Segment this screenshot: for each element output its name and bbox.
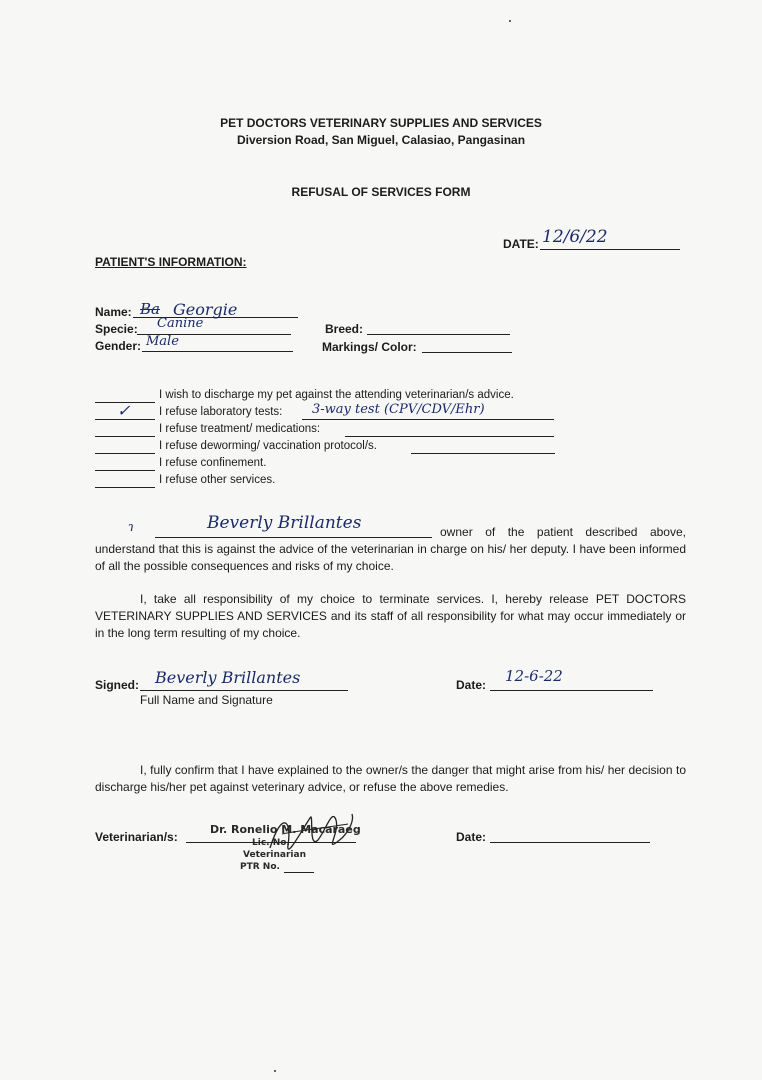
patient-section-title: PATIENT'S INFORMATION: <box>95 255 247 269</box>
refusal-text-5: I refuse confinement. <box>159 457 267 469</box>
markings-label: Markings/ Color: <box>322 340 417 354</box>
signed-label: Signed: <box>95 678 139 692</box>
signed-date-line <box>490 690 653 691</box>
refusal-text-6: I refuse other services. <box>159 474 276 486</box>
vet-stamp-name: Dr. Ronelio M. Macaraeg <box>210 823 361 836</box>
name-label: Name: <box>95 305 132 319</box>
org-address: Diversion Road, San Miguel, Calasiao, Pangasinan <box>236 133 526 147</box>
specie-value: Canine <box>157 316 204 331</box>
vet-date-label: Date: <box>456 830 487 844</box>
scan-speck <box>274 1070 276 1072</box>
signed-date-label: Date: <box>456 678 487 692</box>
vet-ptr-line <box>284 872 314 873</box>
refusal-blank-5[interactable] <box>95 470 155 471</box>
gender-label: Gender: <box>95 339 142 353</box>
vet-stamp-lic: Lic. No. <box>252 838 290 848</box>
refusal-text-4: I refuse deworming/ vaccination protocol/s. <box>159 440 377 452</box>
owner-statement-text: understand that this is against the advice of the veterinarian in charge on his/ her deputy. I have been informed of all the possible consequences and risks of my choice. <box>95 542 686 573</box>
owner-name-line <box>155 537 432 538</box>
owner-initial-mark: ɿ <box>128 520 134 535</box>
markings-line <box>422 352 512 353</box>
owner-name-value: Beverly Brillantes <box>207 513 362 533</box>
gender-value: Male <box>146 334 179 349</box>
vet-label: Veterinarian/s: <box>95 830 178 844</box>
signed-line <box>140 690 348 691</box>
form-title: REFUSAL OF SERVICES FORM <box>291 185 471 199</box>
vet-date-line <box>490 842 650 843</box>
owner-statement-line1: owner of the patient described above, <box>440 525 686 539</box>
vet-confirmation: I, fully confirm that I have explained to the owner/s the danger that might arise from his/ her decision to discharge his/her pet against veterinary advice, or refuse the above remedies. <box>95 763 686 794</box>
refusal-blank-6[interactable] <box>95 487 155 488</box>
vet-signature <box>262 800 362 870</box>
refusal-blank-4[interactable] <box>95 453 155 454</box>
vet-stamp-ptr: PTR No. <box>240 862 280 872</box>
refusal-detail-line-3 <box>345 436 554 437</box>
name-value: Georgie <box>173 300 238 319</box>
refusal-text-2: I refuse laboratory tests: <box>159 406 283 418</box>
date-label: DATE: <box>503 237 539 251</box>
specie-label: Specie: <box>95 322 138 336</box>
refusal-text-1: I wish to discharge my pet against the attending veterinarian/s advice. <box>159 389 514 401</box>
release-statement: I, take all responsibility of my choice to terminate services. I, hereby release PET DOCTORS VETERINARY SUPPLIES AND SERVICES and its staff of all responsibility for what may occur immediately or in the long term resulting of my choice. <box>95 592 686 640</box>
scan-speck <box>509 20 511 22</box>
signed-date-value: 12-6-22 <box>505 667 563 685</box>
gender-line <box>142 351 293 352</box>
refusal-detail-2: 3-way test (CPV/CDV/Ehr) <box>312 402 485 417</box>
date-line <box>540 249 680 250</box>
org-name: PET DOCTORS VETERINARY SUPPLIES AND SERVICES <box>220 116 542 130</box>
refusal-mark-2: ✓ <box>117 401 131 420</box>
breed-label: Breed: <box>325 322 364 336</box>
vet-stamp-role: Veterinarian <box>243 850 306 860</box>
refusal-detail-line-4 <box>411 453 555 454</box>
name-struck: Ba <box>140 300 160 318</box>
refusal-text-3: I refuse treatment/ medications: <box>159 423 321 435</box>
refusal-blank-3[interactable] <box>95 436 155 437</box>
breed-line <box>367 334 510 335</box>
signature-caption: Full Name and Signature <box>140 693 273 707</box>
refusal-detail-line-2 <box>302 419 554 420</box>
date-value: 12/6/22 <box>542 227 608 247</box>
signed-value: Beverly Brillantes <box>155 668 301 687</box>
